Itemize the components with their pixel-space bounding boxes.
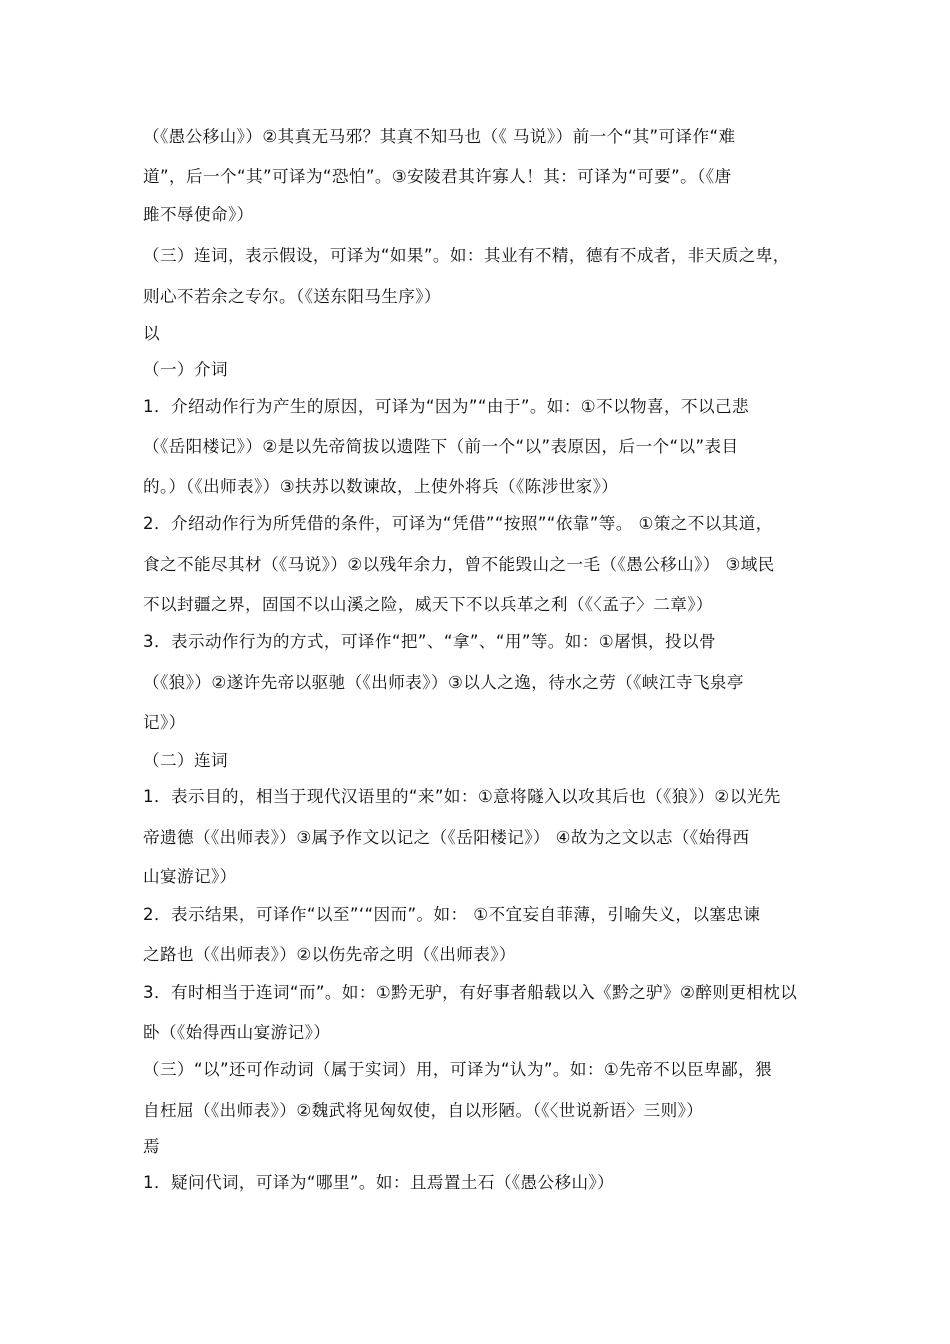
text-line: （《岳阳楼记》）②是以先帝简拔以遗陛下（前一个“以”表原因，后一个“以”表目 (143, 437, 739, 456)
section-heading: 以 (143, 324, 160, 343)
text-line: 卧（《始得西山宴游记》） (143, 1023, 331, 1042)
text-line: 食之不能尽其材（《马说》）②以残年余力，曾不能毁山之一毛（《愚公移山》） ③域民 (143, 555, 775, 574)
text-line: 1．介绍动作行为产生的原因，可译为“因为”“由于”。如：①不以物喜，不以己悲 (143, 397, 750, 416)
text-line: 帝遗德（《出师表》）③属予作文以记之（《岳阳楼记》） ④故为之文以志（《始得西 (143, 828, 750, 847)
text-line: 1．疑问代词，可译为“哪里”。如：且焉置土石（《愚公移山》） (143, 1173, 615, 1192)
text-line: 则心不若余之专尔。（《送东阳马生序》） (143, 287, 441, 306)
text-line: 3．有时相当于连词“而”。如：①黔无驴，有好事者船载以入《黔之驴》②醉则更相枕以 (143, 983, 798, 1002)
text-line: 3．表示动作行为的方式，可译作“把”、“拿”、“用”等。如：①屠惧，投以骨 (143, 632, 717, 651)
text-line: 2．表示结果，可译作“以至”‘“因而”。如： ①不宜妄自菲薄，引喻失义，以塞忠谏 (143, 905, 761, 924)
text-line: 的。）（《出师表》）③扶苏以数谏故，上使外将兵（《陈涉世家》） (143, 477, 619, 496)
text-line: 之路也（《出师表》）②以伤先帝之明（《出师表》） (143, 945, 516, 964)
subsection-heading: （一）介词 (143, 360, 228, 379)
text-line: 山宴游记》） (143, 867, 237, 886)
text-line: 自枉屈（《出师表》）②魏武将见匈奴使，自以形陋。（《〈世说新语〉三则》） (143, 1101, 704, 1120)
text-line: 不以封疆之界，固国不以山溪之险，威天下不以兵革之利（《〈孟子〉二章》） (143, 595, 713, 614)
text-line: 记》） (143, 713, 186, 732)
text-line: 1．表示目的，相当于现代汉语里的“来”如：①意将隧入以攻其后也（《狼》）②以光先 (143, 787, 781, 806)
text-line: （三）“以”还可作动词（属于实词）用，可译为“认为”。如：①先帝不以臣卑鄙，猥 (143, 1060, 773, 1079)
text-line: （《狼》）②遂许先帝以驱驰（《出师表》）③以人之逸，待水之劳（《峡江寺飞泉亭 (143, 673, 744, 692)
text-line: 道”，后一个“其”可译为“恐怕”。③安陵君其许寡人！其：可译为“可要”。（《唐 (143, 167, 732, 186)
section-heading: 焉 (143, 1137, 160, 1156)
text-line: （三）连词，表示假设，可译为“如果”。如：其业有不精，德有不成者，非天质之卑， (143, 246, 790, 265)
text-line: 雎不辱使命》） (143, 205, 254, 224)
text-line: 2．介绍动作行为所凭借的条件，可译为“凭借”“按照”“依靠”等。 ①策之不以其道， (143, 514, 773, 533)
text-line: （《愚公移山》）②其真无马邪？其真不知马也（《 马说》）前一个“其”可译作“难 (143, 127, 736, 146)
subsection-heading: （二）连词 (143, 751, 228, 770)
